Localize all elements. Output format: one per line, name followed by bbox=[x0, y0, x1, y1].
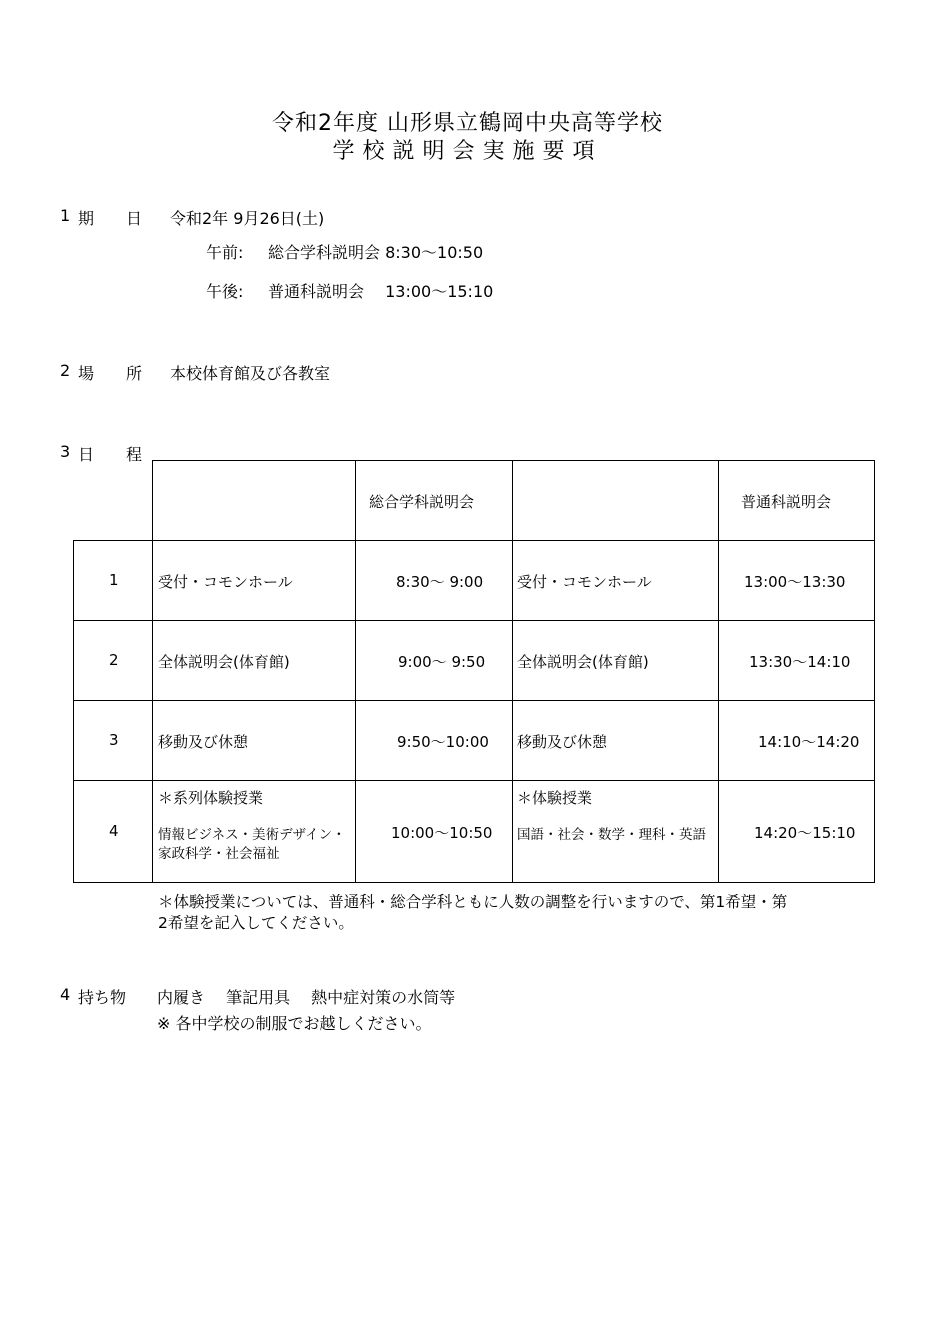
pm-schedule: 普通科説明会 13:00～15:10 bbox=[268, 282, 494, 301]
futsu-time: 13:00～13:30 bbox=[744, 573, 846, 591]
sogo-item-heading: ＊系列体験授業 bbox=[158, 789, 264, 807]
sogo-item-detail: 家政科学・社会福祉 bbox=[158, 846, 280, 862]
place-text: 本校体育館及び各教室 bbox=[170, 364, 331, 383]
section-label: 期 日 bbox=[78, 209, 143, 228]
futsu-time: 13:30～14:10 bbox=[749, 653, 851, 671]
section-label: 持ち物 bbox=[78, 988, 127, 1007]
belongings-list: 内履き 筆記用具 熱中症対策の水筒等 bbox=[157, 988, 456, 1007]
section-number: 4 bbox=[60, 985, 71, 1004]
am-label: 午前: bbox=[206, 243, 244, 262]
document-title: 令和2年度 山形県立鶴岡中央高等学校 bbox=[272, 111, 663, 136]
futsu-item: 受付・コモンホール bbox=[517, 573, 652, 591]
pm-label: 午後: bbox=[206, 282, 244, 301]
header-futsu: 普通科説明会 bbox=[741, 493, 832, 511]
sogo-item: 受付・コモンホール bbox=[158, 573, 293, 591]
section-number: 1 bbox=[60, 206, 71, 225]
futsu-item-heading: ＊体験授業 bbox=[517, 789, 593, 807]
table-note: ＊体験授業については、普通科・総合学科ともに人数の調整を行いますので、第1希望・第 bbox=[158, 893, 788, 911]
document-subtitle: 学校説明会実施要項 bbox=[332, 139, 603, 164]
futsu-item-detail: 国語・社会・数学・理科・英語 bbox=[517, 827, 706, 843]
sogo-time: 9:00～ 9:50 bbox=[398, 653, 486, 671]
event-date: 令和2年 9月26日(土) bbox=[170, 209, 325, 228]
futsu-item: 全体説明会(体育館) bbox=[517, 653, 649, 671]
sogo-time: 8:30～ 9:00 bbox=[396, 573, 484, 591]
futsu-time: 14:20～15:10 bbox=[754, 824, 856, 842]
row-number: 2 bbox=[109, 651, 119, 669]
futsu-time: 14:10～14:20 bbox=[758, 733, 860, 751]
section-label: 場 所 bbox=[78, 364, 143, 383]
section-number: 2 bbox=[60, 361, 71, 380]
row-number: 4 bbox=[109, 822, 119, 840]
table-note: 2希望を記入してください。 bbox=[158, 914, 354, 932]
am-schedule: 総合学科説明会 8:30～10:50 bbox=[268, 243, 484, 262]
row-number: 3 bbox=[109, 731, 119, 749]
header-sogo: 総合学科説明会 bbox=[369, 493, 475, 511]
futsu-item: 移動及び休憩 bbox=[517, 733, 608, 751]
row-number: 1 bbox=[109, 571, 119, 589]
sogo-time: 9:50～10:00 bbox=[397, 733, 489, 751]
section-label: 日 程 bbox=[78, 445, 143, 464]
sogo-item: 全体説明会(体育館) bbox=[158, 653, 290, 671]
section-number: 3 bbox=[60, 442, 71, 461]
uniform-note: ※ 各中学校の制服でお越しください。 bbox=[157, 1014, 432, 1033]
sogo-item-detail: 情報ビジネス・美術デザイン・ bbox=[158, 827, 346, 843]
sogo-time: 10:00～10:50 bbox=[391, 824, 493, 842]
sogo-item: 移動及び休憩 bbox=[158, 733, 249, 751]
